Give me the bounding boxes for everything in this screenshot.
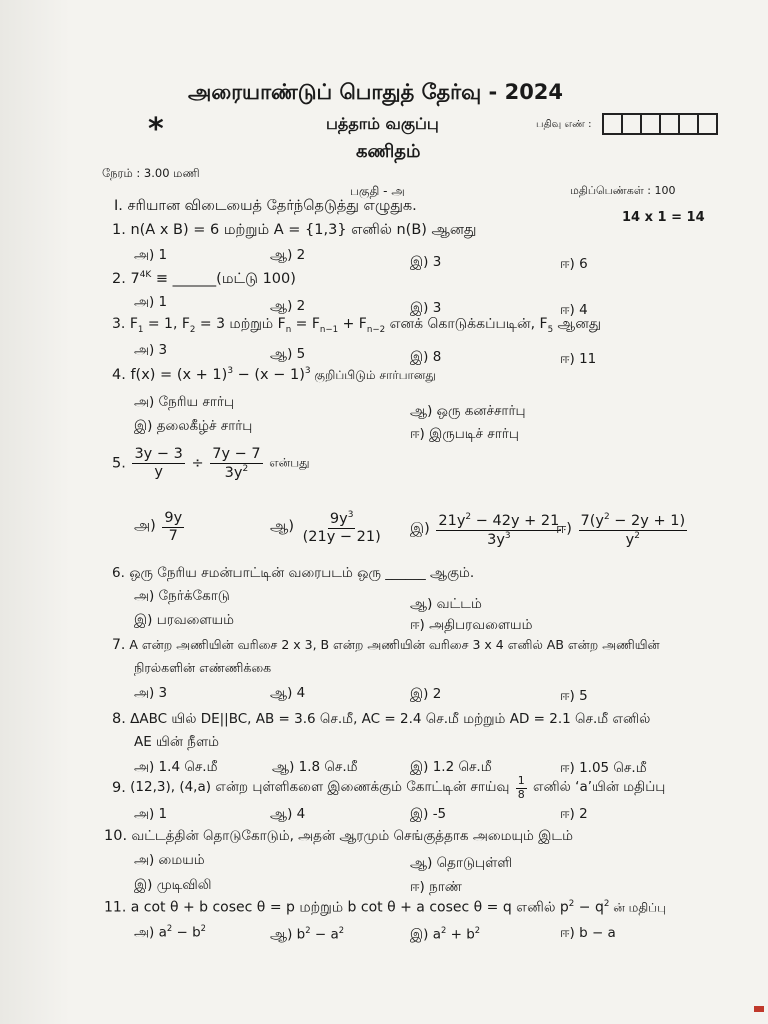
opt-power: 2: [166, 923, 173, 933]
q-text: + F: [338, 316, 367, 332]
q-number: 11.: [104, 899, 127, 916]
q3-opt-d: ஈ) 11: [560, 351, 597, 367]
q6-opt-d: ஈ) அதிபரவளையம்: [410, 617, 533, 633]
q-number: 3.: [112, 316, 126, 332]
time-label: நேரம் : 3.00 மணி: [102, 166, 200, 180]
q5-opt-b: [270, 510, 385, 545]
q-text: n(A x B) = 6 மற்றும் A = {1,3} எனில் n(B) ஆனது: [130, 222, 477, 238]
opt-label: ஆ): [270, 518, 294, 535]
opt-text: a: [432, 926, 441, 943]
opt-label: ஈ): [556, 521, 572, 537]
q-subscript: 1: [137, 324, 144, 335]
question-3: [112, 316, 601, 335]
q8-opt-c: இ) 1.2 செ.மீ: [410, 759, 492, 775]
q2-opt-c: இ) 3: [410, 300, 442, 316]
opt-power: 2: [200, 923, 206, 933]
instruction-number: I.: [114, 198, 123, 214]
numerator: 7y − 7: [212, 446, 261, 462]
q-number: 6.: [112, 565, 125, 581]
opt-label: அ): [134, 924, 155, 941]
q7-opt-a: அ) 3: [134, 685, 168, 701]
section-label: பகுதி - அ: [350, 184, 405, 198]
q-number: 9.: [112, 780, 126, 797]
denominator: y: [154, 464, 163, 481]
q4-opt-b: ஆ) ஒரு கனச்சார்பு: [410, 403, 526, 419]
opt-text: a: [158, 924, 167, 941]
q8-opt-a: அ) 1.4 செ.மீ: [134, 759, 218, 775]
fraction: [162, 510, 184, 544]
denominator: 7: [168, 527, 178, 544]
num-text: 9y: [329, 510, 348, 527]
den-text: y: [625, 531, 635, 548]
num-power: 3: [347, 510, 354, 520]
num-text: 7(y: [580, 512, 604, 529]
q-number: 4.: [112, 366, 126, 383]
numerator: 1: [517, 774, 525, 787]
q4-opt-d: ஈ) இருபடிச் சார்பு: [410, 426, 519, 442]
opt-label: இ): [410, 521, 430, 537]
q1-opt-c: இ) 3: [410, 254, 442, 270]
q3-opt-c: இ) 8: [410, 349, 442, 365]
register-box: [678, 113, 699, 135]
q-text: ≡ ______(மட்டு 100): [151, 270, 296, 287]
register-box: [621, 113, 642, 135]
q2-opt-d: ஈ) 4: [560, 302, 588, 318]
den-power: 2: [242, 463, 249, 474]
den-power: 2: [634, 530, 640, 541]
den-text: 3y: [224, 464, 243, 481]
q-text: = 1, F: [143, 316, 190, 332]
denominator: [485, 531, 513, 549]
q11-opt-c: [410, 925, 480, 945]
question-7-line-1: [112, 637, 660, 654]
q2-opt-b: ஆ) 2: [270, 298, 306, 314]
q4-opt-c: இ) தலைகீழ்ச் சார்பு: [134, 418, 253, 434]
opt-label: இ): [410, 926, 429, 943]
q-number: 2.: [112, 270, 126, 287]
q-text: = 3 மற்றும் F: [195, 316, 286, 332]
opt-power: 2: [338, 925, 345, 935]
page-edge-mark: [754, 1006, 764, 1012]
q-text: a cot θ + b cosec θ = p மற்றும் b cot θ + a cosec θ = q எனில் p: [130, 899, 569, 916]
q-text: என்பது: [269, 455, 310, 470]
numerator: 3y − 3: [134, 446, 183, 463]
exam-title: அரையாண்டுப் பொதுத் தேர்வு - 2024: [188, 80, 564, 104]
q1-opt-b: ஆ) 2: [270, 247, 306, 263]
q6-opt-c: இ) பரவளையம்: [134, 612, 235, 628]
q-subscript: n: [285, 324, 292, 335]
question-10: [104, 828, 573, 846]
q-text: வட்டத்தின் தொடுகோடும், அதன் ஆரமும் செங்குத்தாக அமையும் இடம்: [131, 828, 573, 844]
q-subscript: 5: [547, 324, 554, 335]
q-number: 7.: [112, 637, 126, 653]
num-power: 2: [603, 512, 610, 522]
marks-label: மதிப்பெண்கள் : 100: [570, 184, 676, 197]
q8-opt-b: ஆ) 1.8 செ.மீ: [272, 759, 358, 775]
num-text: − 2y + 1): [609, 512, 686, 529]
denominator: [223, 464, 251, 482]
q4-opt-a: அ) நேரிய சார்பு: [134, 394, 235, 410]
fraction: [132, 446, 184, 480]
q8-opt-d: ஈ) 1.05 செ.மீ: [560, 760, 647, 776]
register-label: பதிவு எண் :: [536, 119, 592, 130]
opt-power: 2: [305, 925, 311, 935]
q-text: எனக் கொடுக்கப்படின், F: [385, 316, 548, 332]
q10-opt-c: இ) முடிவிலி: [134, 877, 212, 893]
star-mark: *: [148, 112, 164, 147]
denominator: (21y − 21): [302, 528, 381, 545]
register-box: [602, 113, 623, 135]
opt-text: − b: [172, 924, 201, 941]
grade-label: பத்தாம் வகுப்பு: [326, 114, 439, 133]
q5-opt-c: [410, 512, 563, 548]
question-11: [104, 899, 666, 918]
q-text: குறிப்பிடும் சார்பானது: [310, 367, 436, 382]
instruction: [114, 198, 417, 216]
register-box: [659, 113, 680, 135]
question-4: [112, 366, 436, 384]
register-box: [697, 113, 718, 135]
q-text: (12,3), (4,a) என்ற புள்ளிகளை இணைக்கும் கோட்டின் சாய்வு: [130, 779, 510, 796]
q-text: − q: [574, 899, 604, 916]
q6-opt-b: ஆ) வட்டம்: [410, 596, 482, 612]
q-text: ஒரு நேரிய சமன்பாட்டின் வரைபடம் ஒரு ______ ஆகும்.: [129, 565, 475, 581]
q5-opt-d: [556, 512, 689, 548]
q-text: F: [129, 316, 138, 332]
q-text: f(x) = (x + 1): [130, 366, 228, 383]
num-text: − 42y + 21: [471, 512, 560, 529]
question-1: [112, 222, 477, 240]
num-power: 2: [465, 512, 472, 522]
fraction: [516, 775, 527, 801]
subject-label: கணிதம்: [356, 141, 421, 162]
question-8-line-2: AE யின் நீளம்: [134, 734, 219, 750]
q-superscript: 3: [227, 366, 234, 376]
opt-label: அ): [134, 518, 156, 535]
numerator: [436, 512, 561, 531]
q-text: ஆனது: [553, 316, 601, 332]
q7-opt-b: ஆ) 4: [270, 685, 306, 701]
opt-power: 2: [474, 925, 481, 935]
q1-opt-a: அ) 1: [134, 247, 168, 263]
q3-opt-a: அ) 3: [134, 342, 168, 358]
instruction-marks: 14 x 1 = 14: [622, 210, 705, 225]
q-subscript: 2: [189, 324, 196, 335]
question-8-line-1: [112, 711, 650, 729]
q-superscript: 2: [603, 899, 610, 909]
q9-opt-c: இ) -5: [410, 806, 447, 822]
q-text: A என்ற அணியின் வரிசை 2 x 3, B என்ற அணியின் வரிசை 3 x 4 எனில் AB என்ற அணியின்: [129, 637, 660, 652]
fraction: [210, 446, 262, 481]
question-2: [112, 270, 296, 289]
opt-text: + b: [446, 926, 475, 943]
q1-opt-d: ஈ) 6: [560, 256, 588, 272]
q11-opt-d: [560, 925, 616, 943]
q9-opt-d: ஈ) 2: [560, 806, 588, 822]
numerator: [579, 512, 688, 531]
denominator: [624, 531, 642, 549]
q-number: 8.: [112, 711, 126, 727]
den-text: 3y: [487, 531, 505, 548]
opt-text: b − a: [579, 925, 616, 941]
question-6: [112, 565, 474, 583]
q-text: − (x − 1): [233, 366, 305, 383]
q10-opt-b: ஆ) தொடுபுள்ளி: [410, 855, 513, 871]
q11-opt-a: [134, 923, 206, 943]
q7-opt-c: இ) 2: [410, 686, 442, 702]
num-text: 21y: [438, 512, 466, 529]
q-text: ன் மதிப்பு: [609, 900, 667, 915]
q-subscript: n−2: [366, 324, 386, 335]
q10-opt-a: அ) மையம்: [134, 852, 205, 868]
opt-label: ஆ): [270, 926, 293, 943]
q-superscript: 2: [568, 899, 575, 909]
page-shadow: [0, 0, 70, 1024]
q-text: ΔABC யில் DE||BC, AB = 3.6 செ.மீ, AC = 2.4 செ.மீ மற்றும் AD = 2.1 செ.மீ எனில்: [130, 711, 651, 727]
q-number: 5.: [112, 455, 126, 472]
den-power: 3: [504, 530, 511, 541]
q-text: = F: [291, 316, 320, 332]
q-number: 1.: [112, 222, 126, 238]
q-superscript: 3: [304, 366, 311, 376]
q-superscript: 4K: [139, 270, 152, 280]
q6-opt-a: அ) நேர்க்கோடு: [134, 588, 230, 604]
fraction: [301, 510, 383, 545]
q10-opt-d: ஈ) நாண்: [410, 879, 462, 895]
q11-opt-b: [270, 925, 344, 945]
q2-opt-a: அ) 1: [134, 294, 168, 310]
opt-label: ஈ): [560, 925, 575, 941]
q-text: 7: [130, 270, 140, 287]
q9-opt-b: ஆ) 4: [270, 806, 306, 822]
instruction-text: சரியான விடையைத் தேர்ந்தெடுத்து எழுதுக.: [127, 198, 417, 214]
numerator: 9y: [164, 510, 183, 526]
numerator: [328, 510, 356, 529]
divide-sign: ÷: [191, 455, 204, 472]
q3-opt-b: ஆ) 5: [270, 346, 306, 362]
fraction: [436, 512, 561, 548]
opt-text: − a: [310, 926, 339, 943]
question-9: [112, 775, 665, 801]
q-number: 10.: [104, 828, 128, 844]
q9-opt-a: அ) 1: [134, 806, 168, 822]
question-5: [112, 446, 310, 481]
fraction: [579, 512, 688, 548]
opt-text: b: [296, 926, 306, 943]
register-boxes: [604, 113, 718, 135]
question-7-line-2: நிரல்களின் எண்ணிக்கை: [134, 660, 272, 675]
register-box: [640, 113, 661, 135]
q7-opt-d: ஈ) 5: [560, 688, 588, 704]
q-text: எனில் ‘a’யின் மதிப்பு: [533, 779, 666, 796]
q5-opt-a: [134, 510, 186, 544]
q-subscript: n−1: [319, 324, 339, 335]
denominator: 8: [517, 787, 525, 801]
opt-power: 2: [440, 925, 447, 935]
